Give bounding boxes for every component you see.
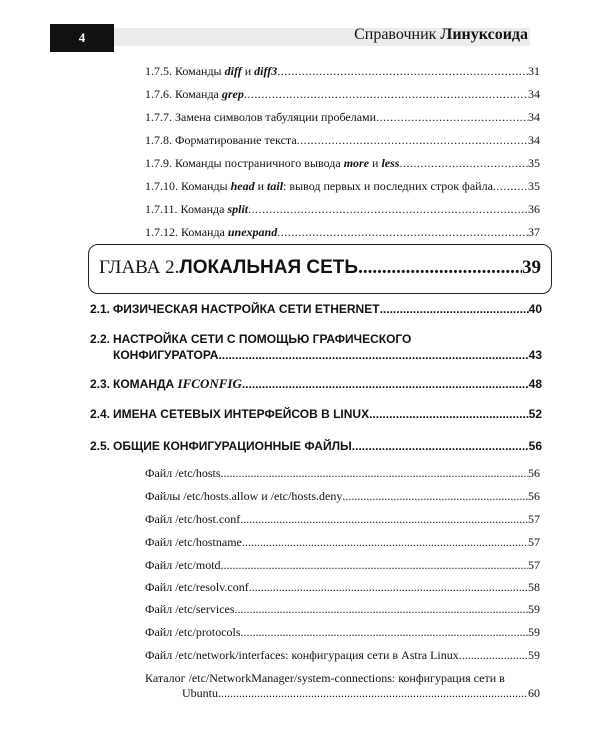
toc-subentry-services[interactable] xyxy=(145,602,540,617)
toc-entry-page: 37 xyxy=(528,225,540,239)
dot-leader xyxy=(240,512,528,527)
dot-leader xyxy=(297,133,528,147)
dot-leader xyxy=(369,406,529,422)
section-page: 43 xyxy=(528,348,542,362)
toc-subentry-host-conf[interactable] xyxy=(145,512,540,527)
toc-entry-1-7-10[interactable] xyxy=(145,179,540,193)
toc-subentry-hostname[interactable] xyxy=(145,535,540,550)
dot-leader xyxy=(249,580,528,595)
toc-entry-1-7-11[interactable] xyxy=(145,202,540,216)
toc-entry-page: 35 xyxy=(528,156,540,170)
toc-section-2-1[interactable] xyxy=(90,301,542,317)
section-label: 2.1. ФИЗИЧЕСКАЯ НАСТРОЙКА СЕТИ ETHERNET xyxy=(90,302,380,316)
chapter-page: 39 xyxy=(522,257,541,278)
toc-entry-page: 34 xyxy=(528,110,540,124)
dot-leader xyxy=(244,87,528,101)
toc-entry-label: 1.7.8. Форматирование текста xyxy=(145,133,297,147)
running-title-prefix: Справочник xyxy=(354,26,437,43)
toc-entry-label: 1.7.7. Замена символов табуляции пробелами xyxy=(145,110,377,124)
toc-entry-label: 1.7.6. Команда grep xyxy=(145,87,244,101)
toc-subentry-hosts-allow-deny[interactable] xyxy=(145,489,540,504)
toc-entry-page: 34 xyxy=(528,133,540,147)
toc-entry-1-7-7[interactable] xyxy=(145,110,540,124)
subentry-page: 57 xyxy=(528,558,540,572)
toc-subentry-hosts[interactable] xyxy=(145,466,540,481)
subentry-page: 59 xyxy=(528,602,540,616)
section-page: 48 xyxy=(528,377,542,391)
subentry-page: 57 xyxy=(528,512,540,526)
toc-entry-page: 34 xyxy=(528,87,540,101)
toc-entry-label: 1.7.5. Команды diff и diff3 xyxy=(145,64,278,78)
running-title-bold: Линуксоида xyxy=(440,26,528,43)
dot-leader xyxy=(242,376,529,392)
toc-entry-label: 1.7.9. Команды постраничного вывода more и less xyxy=(145,156,400,170)
subentry-page: 58 xyxy=(528,580,540,594)
dot-leader xyxy=(376,110,528,124)
toc-entry-label: 1.7.11. Команда split xyxy=(145,202,249,216)
toc-section-2-2[interactable] xyxy=(90,331,542,363)
dot-leader xyxy=(218,347,528,363)
page-number: 4 xyxy=(50,24,114,52)
subentry-label: Файлы /etc/hosts.allow и /etc/hosts.deny xyxy=(145,489,343,503)
subentry-page: 57 xyxy=(528,535,540,549)
toc-entry-1-7-12[interactable] xyxy=(145,225,540,239)
dot-leader xyxy=(241,625,528,640)
section-label: 2.2. НАСТРОЙКА СЕТИ С ПОМОЩЬЮ ГРАФИЧЕСКОГО xyxy=(90,332,412,346)
subentry-label: Файл /etc/motd xyxy=(145,558,221,572)
chapter-heading xyxy=(99,257,541,279)
toc-section-2-5[interactable] xyxy=(90,438,542,454)
dot-leader xyxy=(242,535,528,550)
subentry-label: Файл /etc/network/interfaces: конфигурация сети в Astra Linux xyxy=(145,648,459,662)
toc-entry-label: 1.7.10. Команды head и tail: вывод первых и последних строк файла xyxy=(145,179,493,193)
chapter-heading-box[interactable] xyxy=(88,244,552,294)
dot-leader xyxy=(277,225,528,239)
section-page: 56 xyxy=(528,439,542,453)
toc-subentry-network-interfaces[interactable] xyxy=(145,648,540,663)
subentry-label: Файл /etc/protocols xyxy=(145,625,241,639)
toc-entry-label: 1.7.12. Команда unexpand xyxy=(145,225,278,239)
dot-leader xyxy=(221,558,528,573)
dot-leader xyxy=(358,257,522,279)
section-label-continued: КОНФИГУРАТОРА xyxy=(113,348,219,362)
toc-section-2-3[interactable] xyxy=(90,376,542,392)
section-page: 52 xyxy=(528,407,542,421)
subentry-label: Каталог /etc/NetworkManager/system-connections: конфигурация сети в xyxy=(145,671,505,685)
subentry-label: Файл /etc/host.conf xyxy=(145,512,241,526)
subentry-page: 59 xyxy=(528,625,540,639)
dot-leader xyxy=(352,438,529,454)
toc-entry-page: 36 xyxy=(528,202,540,216)
chapter-title: ЛОКАЛЬНАЯ СЕТЬ xyxy=(179,257,359,278)
toc-entry-1-7-9[interactable] xyxy=(145,156,540,170)
dot-leader xyxy=(248,202,528,216)
subentry-page: 56 xyxy=(528,466,540,480)
subentry-page: 56 xyxy=(528,489,540,503)
dot-leader xyxy=(459,648,528,663)
subentry-label: Файл /etc/hostname xyxy=(145,535,242,549)
section-label: 2.4. ИМЕНА СЕТЕВЫХ ИНТЕРФЕЙСОВ В LINUX xyxy=(90,407,370,421)
chapter-number: ГЛАВА 2. xyxy=(99,257,180,278)
subentry-label: Файл /etc/resolv.conf xyxy=(145,580,249,594)
dot-leader xyxy=(235,602,528,617)
toc-entry-1-7-8[interactable] xyxy=(145,133,540,147)
toc-entry-1-7-5[interactable] xyxy=(145,64,540,78)
subentry-page: 60 xyxy=(528,686,540,700)
dot-leader xyxy=(493,179,528,193)
page-header xyxy=(0,0,600,54)
dot-leader xyxy=(277,64,528,78)
toc-section-2-4[interactable] xyxy=(90,406,542,422)
section-label: 2.3. КОМАНДА IFCONFIG xyxy=(90,376,242,391)
toc-entry-page: 31 xyxy=(528,64,540,78)
subentry-label: Файл /etc/hosts xyxy=(145,466,221,480)
dot-leader xyxy=(221,466,528,481)
dot-leader xyxy=(218,686,528,701)
dot-leader xyxy=(380,301,529,317)
toc-subentry-motd[interactable] xyxy=(145,558,540,573)
toc-entry-page: 35 xyxy=(528,179,540,193)
subentry-page: 59 xyxy=(528,648,540,662)
toc-subentry-resolv-conf[interactable] xyxy=(145,580,540,595)
section-label: 2.5. ОБЩИЕ КОНФИГУРАЦИОННЫЕ ФАЙЛЫ xyxy=(90,439,352,453)
toc-entry-1-7-6[interactable] xyxy=(145,87,540,101)
subentry-label: Файл /etc/services xyxy=(145,602,235,616)
section-page: 40 xyxy=(528,302,542,316)
toc-subentry-networkmanager[interactable] xyxy=(145,671,540,701)
running-title xyxy=(354,26,528,44)
dot-leader xyxy=(399,156,528,170)
dot-leader xyxy=(342,489,528,504)
subentry-label-continued: Ubuntu xyxy=(182,686,218,700)
toc-subentry-protocols[interactable] xyxy=(145,625,540,640)
